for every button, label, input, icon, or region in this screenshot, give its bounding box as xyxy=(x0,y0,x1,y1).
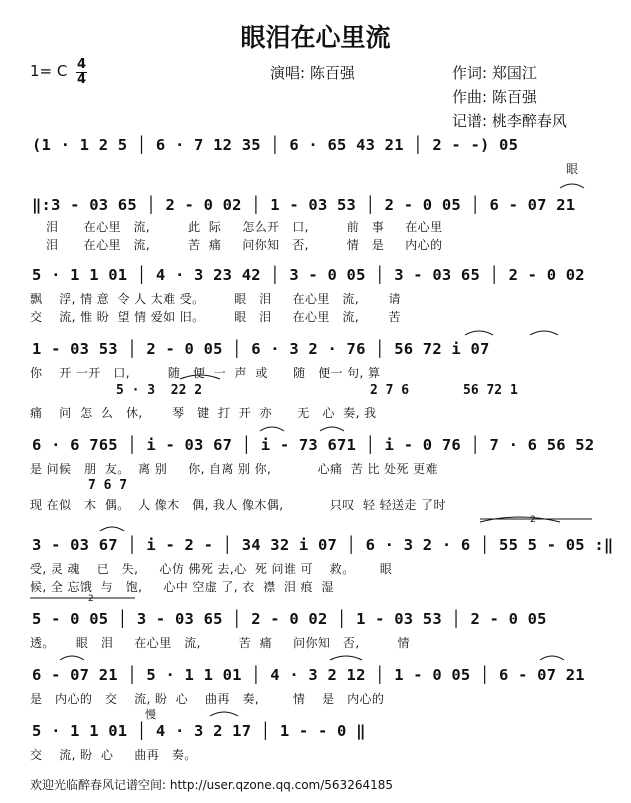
lyrics-row-6-b: 候, 全 忘饿 与 饱, 心中 空虚 了, 衣 襟 泪 痕 湿 xyxy=(30,580,334,594)
alt-notes-2: 2 7 6 xyxy=(370,383,410,398)
slur-mark xyxy=(540,656,564,660)
alt-notes-3: 56 72 1 xyxy=(463,383,518,398)
slur-mark xyxy=(530,331,558,335)
footer-credit: 欢迎光临醉春风记谱空间: http://user.qzone.qq.com/563264185 xyxy=(30,778,394,792)
time-sig-top: 4 xyxy=(76,57,87,72)
lyrics-row-5-a: 是 问候 朋 友。 离 别 你, 自离 别 你, 心痛 苦 比 处死 更难 xyxy=(30,462,438,476)
lyrics-row-3-b: 交 流, 惟 盼 望 情 爱如 旧。 眼 泪 在心里 流, 苦 xyxy=(30,310,401,324)
lyrics-row-8-a: 是 内心的 交 流, 盼 心 曲再 奏, 情 是 内心的 xyxy=(30,692,385,706)
lyrics-row-3-a: 飘 浮, 情 意 令 人 太难 受。 眼 泪 在心里 流, 请 xyxy=(30,292,401,306)
alt-notes-1: 5 · 3 22 2 xyxy=(116,383,203,398)
slur-mark xyxy=(210,712,238,716)
lyrics-row-1-b: 眼 xyxy=(566,162,579,176)
composer-credit: 作曲: 陈百强 xyxy=(452,88,537,106)
slur-mark xyxy=(560,184,584,188)
singer-credit: 演唱: 陈百强 xyxy=(270,64,355,82)
slur-mark xyxy=(60,656,84,660)
score-row-7: 5 - 0 05 │ 3 - 03 65 │ 2 - 0 02 │ 1 - 03 53 │ 2 - 0 05 xyxy=(32,610,547,628)
lyrics-row-2-a: 泪 在心里 流, 此 际 怎么开 口, 前 事 在心里 xyxy=(46,220,443,234)
song-title: 眼泪在心里流 xyxy=(240,23,391,52)
slur-mark xyxy=(465,331,493,335)
score-row-8: 6 - 07 21 │ 5 · 1 1 01 │ 4 · 3 2 12 │ 1 - 0 05 │ 6 - 07 21 xyxy=(32,666,585,684)
transcriber-credit: 记谱: 桃李醉春风 xyxy=(452,112,567,130)
score-row-6: 3 - 03 67 │ i - 2 - │ 34 32 i 07 │ 6 · 3 2 · 6 │ 55 5 - 05 :‖ xyxy=(32,536,614,554)
volta-number-2b: 2 xyxy=(88,594,94,604)
score-row-9: 5 · 1 1 01 │ 4 · 3 2 17 │ 1 - - 0 ‖ xyxy=(32,722,366,740)
score-row-4: 1 - 03 53 │ 2 - 0 05 │ 6 · 3 2 · 76 │ 56 72 i 07 xyxy=(32,340,490,358)
slow-mark: 慢 xyxy=(145,708,156,721)
lyrics-row-6-a: 受, 灵 魂 已 失, 心仿 佛死 去,心 死 问谁 可 救。 眼 xyxy=(30,562,393,576)
lyrics-row-9-a: 交 流, 盼 心 曲再 奏。 xyxy=(30,748,197,762)
slur-mark xyxy=(320,427,344,431)
key-signature: 1= C xyxy=(30,62,68,80)
volta-number-2: 2 xyxy=(530,515,536,525)
score-row-1: (1 · 1 2 5 │ 6 · 7 12 35 │ 6 · 65 43 21 │ 2 - -) 05 xyxy=(32,136,519,154)
score-row-3: 5 · 1 1 01 │ 4 · 3 23 42 │ 3 - 0 05 │ 3 - 03 65 │ 2 - 0 02 xyxy=(32,266,585,284)
slur-mark xyxy=(180,375,220,379)
score-row-2: ‖:3 - 03 65 │ 2 - 0 02 │ 1 - 03 53 │ 2 - 0 05 │ 6 - 07 21 xyxy=(32,196,576,214)
lyrics-row-4-a: 你 开 一开 口, 随 便 一 声 或 随 便一 句, 算 xyxy=(30,366,381,380)
lyrics-row-7-a: 透。 眼 泪 在心里 流, 苦 痛 问你知 否, 情 xyxy=(30,636,410,650)
alt-notes-4: 7 6 7 xyxy=(88,478,128,493)
time-sig-bottom: 4 xyxy=(76,72,87,87)
slur-mark xyxy=(330,656,362,660)
lyricist-credit: 作词: 郑国江 xyxy=(452,64,537,82)
slur-mark xyxy=(100,527,124,531)
lyrics-row-5-b: 现 在似 木 偶。 人 像木 偶, 我人 像木偶, 只叹 轻 轻送走 了时 xyxy=(30,498,446,512)
score-row-5: 6 · 6 765 │ i - 03 67 │ i - 73 671 │ i - 0 76 │ 7 · 6 56 52 xyxy=(32,436,595,454)
slur-mark xyxy=(260,427,284,431)
lyrics-row-2-b: 泪 在心里 流, 苦 痛 问你知 否, 情 是 内心的 xyxy=(46,238,443,252)
lyrics-row-4-b: 痛 问 怎 么 休, 琴 键 打 开 亦 无 心 奏, 我 xyxy=(30,406,377,420)
